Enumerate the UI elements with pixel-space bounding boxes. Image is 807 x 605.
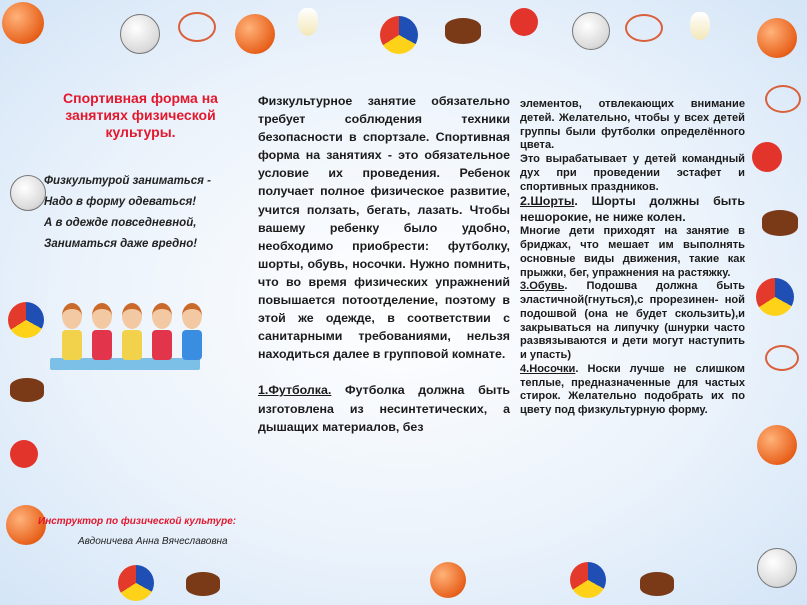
child-figure [92, 303, 114, 360]
child-figure [182, 303, 204, 360]
child-figure [152, 303, 174, 360]
soccer-ball-icon [757, 548, 797, 588]
team-spirit-text: Это вырабатывает у детей командный дух при проведении эстафет и спортивных праздников. [520, 153, 745, 193]
item-shoes-text: . Подошва должна быть эластичной(гнуться),с прорезинен- ной подошвой (она не будет скользить),и закрываться на липучку (шнурки часто развязываются и дети могут наступить и упасть) [520, 280, 745, 361]
leaflet-title: Спортивная форма на занятиях физической культуры. [63, 90, 218, 140]
item-shoes [520, 280, 745, 363]
poem-line: А в одежде повседневной, [44, 217, 197, 229]
shuttlecock-icon [298, 8, 318, 36]
soccer-ball-icon [572, 12, 610, 50]
item-socks [520, 363, 745, 418]
right-column [520, 98, 745, 593]
basketball-icon [757, 425, 797, 465]
item-shorts-text: . Шорты должны быть нешорокие, не ниже колен. [520, 194, 745, 224]
poem-line: Надо в форму одеваться! [44, 196, 197, 208]
item-socks-heading: 4.Носочки [520, 362, 576, 375]
child-figure [122, 303, 144, 360]
item-tshirt-heading: 1.Футболка. [258, 383, 332, 398]
poem-line: Физкультурой заниматься - [44, 175, 211, 187]
item-socks-text: . Носки лучше не слишком теплые, предназначенные для частых стирок. Желательно подобрать их по цвету под физкультурную форму. [520, 362, 745, 416]
volleyball-icon [118, 565, 154, 601]
middle-column [258, 92, 510, 602]
child-figure [62, 303, 84, 360]
american-football-icon [762, 210, 798, 236]
item-shorts-heading: 2.Шорты [520, 194, 575, 209]
volleyball-icon [756, 278, 794, 316]
volleyball-icon [380, 16, 418, 54]
basketball-icon [235, 14, 275, 54]
poem [44, 171, 245, 255]
tshirt-continued: элементов, отвлекающих внимание детей. Желательно, чтобы у всех детей группы были футболки определённого цвета. [520, 98, 745, 152]
shorts-more-text: Многие дети приходят на занятие в бриджах, что мешает им выполнять основные виды движения, такие как прыжки, бег, упражнения на растяжку. [520, 225, 745, 279]
tennis-racket-icon [625, 14, 663, 42]
tennis-racket-icon [765, 345, 799, 371]
instructor-block [38, 516, 248, 547]
instructor-label: Инструктор по физической культуре: [38, 516, 237, 527]
soccer-ball-icon [120, 14, 160, 54]
basketball-icon [757, 18, 797, 58]
intro-paragraph: Физкультурное занятие обязательно требует соблюдения техники безопасности в спортзале. Спортивная форма на занятиях - это обязательное условие их проведения. Ребенок получает полное физическое развитие, учится ползать, бегать, лазать. Чтобы вашему ребенку было удобно, необходимо приобрести: футболку, шорты, обувь, носочки. Нужно помнить, что во время физических упражнений повышается потоотделение, поэтому в этой же одежде, в соответствии с санитарными требованиями, нельзя находиться далее в групповой комнате. [258, 94, 510, 362]
ping-pong-paddle-icon [752, 142, 782, 172]
item-tshirt [258, 381, 510, 435]
ping-pong-paddle-icon [510, 8, 538, 36]
item-tshirt-text: Футболка должна быть изготовлена из несинтетических, а дышащих материалов, без [258, 383, 510, 434]
shuttlecock-icon [690, 12, 710, 40]
children-exercise-illustration [40, 270, 210, 370]
tennis-racket-icon [765, 85, 801, 113]
poem-line: Заниматься даже вредно! [44, 238, 198, 250]
instructor-name: Авдоничева Анна Вячеславовна [78, 536, 228, 547]
item-shorts [520, 194, 745, 225]
basketball-icon [2, 2, 44, 44]
tennis-racket-icon [178, 12, 216, 42]
american-football-icon [445, 18, 481, 44]
item-shoes-heading: 3.Обувь [520, 280, 565, 293]
american-football-icon [186, 572, 220, 596]
